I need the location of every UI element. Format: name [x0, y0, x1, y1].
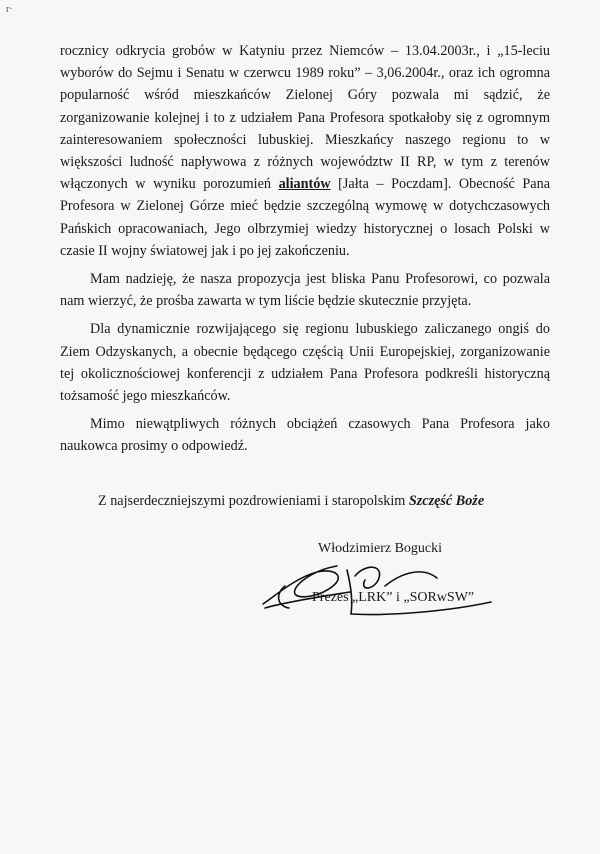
paragraph-1-end: [Jałta – Poczdam]. Obecność Pana Profesora w Zielonej Górze mieć będzie szczególną wymowę w dotychczasowych Pańskich opracowaniach, Jego olbrzymiej wiedzy historycznej o losach Polski w czasie II wojny światowej jak i po jej zakończeniu. — [60, 176, 550, 259]
letter-body — [60, 40, 550, 464]
closing-line — [98, 493, 484, 510]
handwritten-signature — [255, 556, 500, 626]
paragraph-1 — [60, 40, 550, 262]
paragraph-4: Mimo niewątpliwych różnych obciążeń czasowych Pana Profesora jako naukowca prosimy o odpowiedź. — [60, 416, 550, 455]
emphasized-word: aliantów — [278, 176, 331, 193]
scan-mark: r· — [6, 4, 13, 15]
closing-text: Z najserdeczniejszymi pozdrowieniami i staropolskim — [98, 493, 409, 509]
paragraph-3: Dla dynamicznie rozwijającego się regionu lubuskiego zaliczanego ongiś do Ziem Odzyskanych, a obecnie będącego częścią Unii Europejskiej, zorganizowanie tej okolicznościowej konferencji z udziałem Pana Profesora podkreśli historyczną tożsamość jego mieszkańców. — [60, 321, 550, 405]
paragraph-1-start: rocznicy odkrycia grobów w Katyniu przez Niemców – 13.04.2003r., i „15-leciu wyborów do Sejmu i Senatu w czerwcu 1989 roku” – 3,06.2004r., oraz ich ogromna popularność wśród mieszkańców Zielonej Góry pozwala mi sądzić, że zorganizowanie kolejnej i to z udziałem Pana Profesora spotkałoby się z ogromnym zainteresowaniem społeczności lubuskiej. Mieszkańcy naszego regionu to w większości ludność napływowa z różnych województw II RP, w tym z terenów włączonych w wyniku porozumień — [60, 43, 550, 193]
signer-title: Prezes „LRK” i „SORwSW” — [312, 590, 475, 605]
signer-name: Włodzimierz Bogucki — [318, 541, 443, 556]
paragraph-2: Mam nadzieję, że nasza propozycja jest bliska Panu Profesorowi, co pozwala nam wierzyć, że prośba zawarta w tym liście będzie skutecznie przyjęta. — [60, 271, 550, 310]
closing-blessing: Szczęść Boże — [408, 493, 485, 509]
